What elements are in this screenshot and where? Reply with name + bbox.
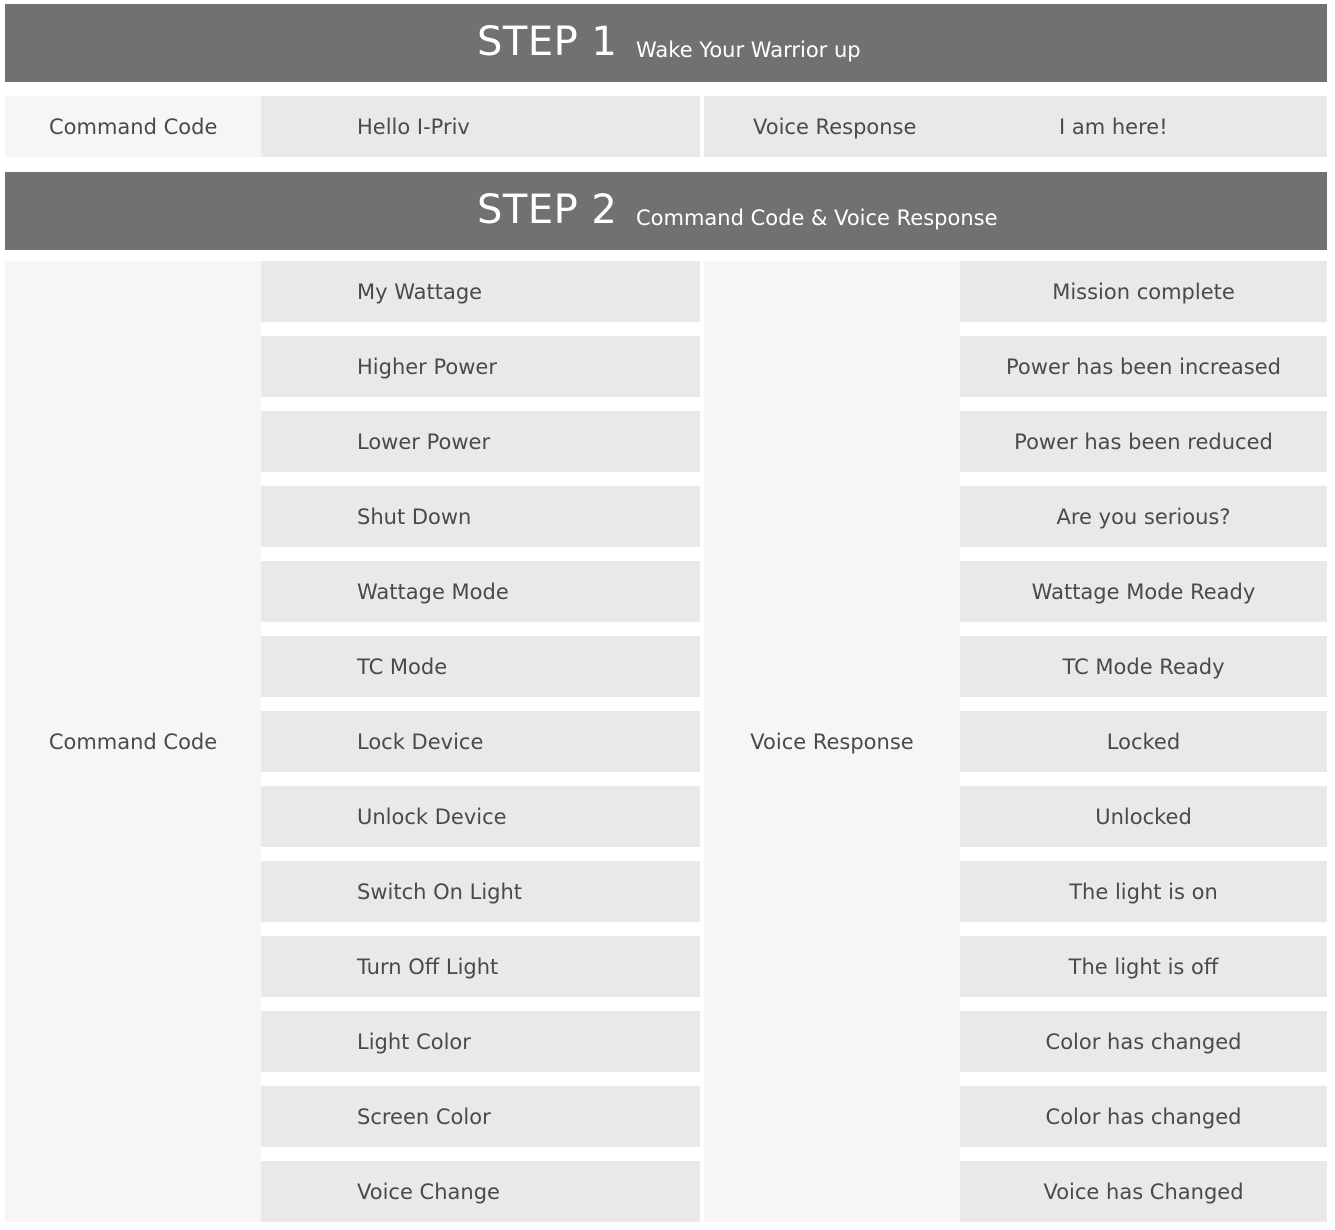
table-row-command: Shut Down [261, 486, 700, 547]
step1-subtitle: Wake Your Warrior up [636, 38, 861, 62]
step2-title: STEP 2 [477, 187, 618, 233]
table-row-response: Unlocked [960, 786, 1327, 847]
step1-response-value: I am here! [960, 96, 1327, 157]
step2-subtitle: Command Code & Voice Response [636, 206, 998, 230]
table-row-command: My Wattage [261, 261, 700, 322]
table-row-command: Light Color [261, 1011, 700, 1072]
table-row-command: Switch On Light [261, 861, 700, 922]
table-row-command: Lower Power [261, 411, 700, 472]
step1-command-value: Hello I-Priv [261, 96, 700, 157]
table-row-command: Screen Color [261, 1086, 700, 1147]
step1-title: STEP 1 [477, 19, 618, 65]
step1-command-label: Command Code [5, 96, 261, 157]
table-row-response: The light is on [960, 861, 1327, 922]
table-row-command: Voice Change [261, 1161, 700, 1222]
table-row-response: Power has been reduced [960, 411, 1327, 472]
table-row-response: Color has changed [960, 1011, 1327, 1072]
step2-command-label: Command Code [5, 261, 261, 1222]
table-row-command: Wattage Mode [261, 561, 700, 622]
step2-response-label: Voice Response [704, 261, 960, 1222]
table-row-response: Voice has Changed [960, 1161, 1327, 1222]
table-row-response: TC Mode Ready [960, 636, 1327, 697]
step2-banner [5, 172, 1327, 250]
step1-banner [5, 4, 1327, 82]
table-row-response: Color has changed [960, 1086, 1327, 1147]
table-row-response: The light is off [960, 936, 1327, 997]
table-row-command: Lock Device [261, 711, 700, 772]
table-row-command: Higher Power [261, 336, 700, 397]
table-row-response: Power has been increased [960, 336, 1327, 397]
table-row-command: Turn Off Light [261, 936, 700, 997]
table-row-response: Wattage Mode Ready [960, 561, 1327, 622]
table-row-command: TC Mode [261, 636, 700, 697]
table-row-response: Are you serious? [960, 486, 1327, 547]
step1-response-label: Voice Response [704, 96, 960, 157]
table-row-command: Unlock Device [261, 786, 700, 847]
table-row-response: Mission complete [960, 261, 1327, 322]
table-row-response: Locked [960, 711, 1327, 772]
